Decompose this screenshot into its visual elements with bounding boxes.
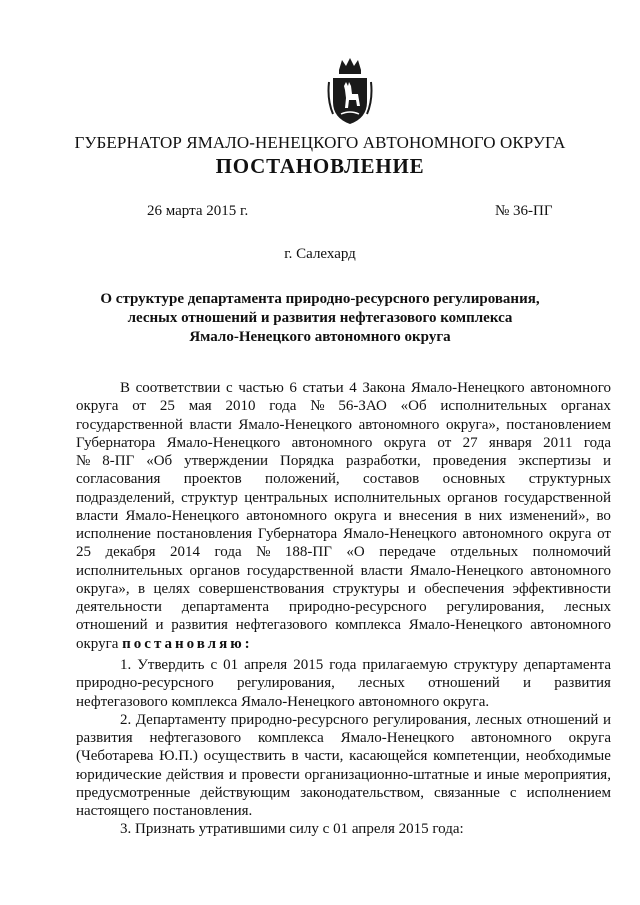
preamble-word: отношений xyxy=(76,617,148,634)
preamble-word: 25 xyxy=(76,544,91,561)
preamble-word: департамента xyxy=(181,599,269,615)
preamble-word: «Об xyxy=(146,453,173,469)
preamble-word: января xyxy=(488,434,532,451)
preamble-word: обеспечения xyxy=(424,580,505,597)
preamble-word: и xyxy=(602,453,611,469)
coat-of-arms-emblem xyxy=(327,56,373,126)
preamble-word: № xyxy=(256,544,271,561)
preamble-word: «Об xyxy=(400,398,427,415)
preamble-line xyxy=(76,562,611,580)
preamble-word: от xyxy=(437,434,452,451)
preamble-word: них xyxy=(478,507,503,524)
items-word: отношений xyxy=(428,675,500,692)
preamble-line xyxy=(76,616,611,634)
items-word: и xyxy=(602,711,611,728)
preamble-word: положений, xyxy=(265,471,340,488)
items-line xyxy=(76,711,611,729)
preamble-word: Порядка xyxy=(279,453,335,469)
preamble-line xyxy=(76,470,611,488)
items-line xyxy=(76,784,611,802)
items-word: настоящего постановления. xyxy=(76,803,253,819)
items-word: с xyxy=(210,657,218,673)
preamble-word: совершенствования xyxy=(198,580,325,597)
preamble-word: органов xyxy=(447,489,498,506)
items-line xyxy=(76,693,611,711)
preamble-word: внесения xyxy=(398,507,458,524)
items-line xyxy=(76,820,611,838)
items-word: действия xyxy=(166,766,224,783)
items-word: юридические xyxy=(76,766,162,783)
preamble-line xyxy=(76,525,611,543)
preamble-word: власти xyxy=(189,416,232,433)
preamble-word: автономного xyxy=(358,416,440,433)
preamble-word: автономного xyxy=(530,380,611,396)
preamble-word: «О xyxy=(346,544,365,561)
preamble-word: природно-ресурсного xyxy=(288,599,427,615)
title-line: Ямало-Ненецкого автономного округа xyxy=(189,329,451,345)
items-word: связанные xyxy=(434,784,500,801)
document-title xyxy=(90,290,550,347)
preamble-word: Ямало-Ненецкого xyxy=(342,526,457,542)
preamble-word: изменений», xyxy=(509,507,590,524)
items-word: отношений xyxy=(526,711,599,728)
preamble-word: с xyxy=(226,380,233,396)
items-word: касающейся xyxy=(349,748,428,765)
items-word: и xyxy=(473,766,482,783)
decree-word: постановляю: xyxy=(122,635,253,652)
items-word: 2015 xyxy=(293,657,324,673)
preamble-line xyxy=(76,598,611,616)
preamble-word: полномочий xyxy=(532,544,611,561)
items-word: природно-ресурсного xyxy=(230,711,369,728)
preamble-line xyxy=(76,416,611,434)
items-word: провести xyxy=(241,766,300,783)
preamble-word: постановлением xyxy=(506,416,611,433)
title-line: лесных отношений и развития нефтегазового комплекса xyxy=(127,310,513,326)
preamble-word: государственной xyxy=(246,562,354,579)
preamble-word: округа xyxy=(76,398,119,415)
items-word: автономного xyxy=(471,730,552,746)
items-word: нефтегазового xyxy=(149,730,242,746)
title-line: О структуре департамента природно-ресурсного регулирования, xyxy=(100,291,540,307)
items-word: 1. xyxy=(120,657,132,673)
items-word: организационно-штатные xyxy=(304,766,469,783)
preamble-word: отдельных xyxy=(450,544,519,561)
preamble-word: органов xyxy=(189,562,240,579)
preamble-word: № xyxy=(310,398,325,415)
preamble-word: центральных xyxy=(244,489,328,506)
items-word: (Чеботарева xyxy=(76,748,154,765)
items-word: Ю.П.) xyxy=(159,748,198,765)
document-city: г. Салехард xyxy=(284,246,356,262)
items-word: округа xyxy=(568,730,611,746)
items-word: года xyxy=(329,657,357,673)
items-line xyxy=(76,747,611,765)
preamble-word: деятельности xyxy=(76,599,162,615)
preamble-word: разработки, xyxy=(346,453,421,469)
preamble-word: исполнительных xyxy=(334,489,441,506)
preamble-word: Ямало-Ненецкого xyxy=(166,434,281,451)
decree-items xyxy=(76,656,611,839)
document-number: № 36-ПГ xyxy=(495,203,553,219)
items-word: предусмотренные xyxy=(76,784,191,801)
preamble-word: органах xyxy=(560,398,611,415)
preamble-line xyxy=(76,434,611,452)
preamble-line xyxy=(76,543,611,561)
items-line xyxy=(76,729,611,747)
preamble-word: экспертизы xyxy=(518,453,592,469)
preamble-line xyxy=(76,397,611,415)
preamble-line xyxy=(76,507,611,525)
preamble-word: и xyxy=(407,580,416,597)
items-word: действующим xyxy=(200,784,291,801)
items-line xyxy=(76,766,611,784)
items-word: необходимые xyxy=(525,748,611,765)
items-line xyxy=(76,802,611,820)
preamble-word: власти xyxy=(76,507,119,524)
items-word: 3. Признать утратившими силу с 01 апреля 2015 года: xyxy=(120,821,464,838)
items-word: с xyxy=(509,784,517,801)
items-word: компетенции, xyxy=(433,748,521,765)
issuing-authority: ГУБЕРНАТОР ЯМАЛО-НЕНЕЦКОГО АВТОНОМНОГО ОКРУГА xyxy=(74,133,566,152)
preamble-word: нефтегазового xyxy=(235,617,328,634)
items-word: развития xyxy=(554,675,611,692)
preamble-word: 2010 xyxy=(225,398,256,415)
items-word: структуру xyxy=(453,657,518,673)
preamble-word: государственной xyxy=(504,489,611,506)
preamble-word: власти xyxy=(360,562,403,579)
preamble-word: 2011 xyxy=(543,434,573,451)
preamble-word: в xyxy=(464,507,472,524)
preamble-word: государственной xyxy=(76,416,183,433)
preamble-word: целях xyxy=(153,580,191,597)
items-word: и xyxy=(523,675,532,692)
document-date: 26 марта 2015 г. xyxy=(147,203,249,219)
preamble-last-word: округа xyxy=(76,635,119,652)
preamble-word: подразделений, xyxy=(76,489,175,506)
items-word: Утвердить xyxy=(137,657,205,673)
preamble-word: округа xyxy=(334,507,377,524)
items-word: законодательством, xyxy=(300,784,425,801)
preamble-word: 6 xyxy=(289,380,297,396)
items-word: развития xyxy=(76,730,133,746)
preamble-word: от xyxy=(132,398,147,415)
items-word: регулирования, xyxy=(236,675,335,692)
preamble-word: округа xyxy=(548,526,592,542)
preamble-word: Ямало-Ненецкого xyxy=(125,507,240,524)
preamble-line xyxy=(76,580,611,598)
preamble-line xyxy=(76,452,611,470)
items-line xyxy=(76,656,611,674)
preamble-word: структурных xyxy=(528,471,611,488)
preamble-word: Ямало-Ненецкого xyxy=(409,562,524,579)
preamble-word: исполнительных xyxy=(440,398,548,415)
preamble-word: автономного xyxy=(291,434,373,451)
preamble-word: передаче xyxy=(379,544,436,561)
items-word: Департаменту xyxy=(135,711,227,728)
preamble-word: регулирования, xyxy=(446,599,545,615)
preamble-word: 8-ПГ xyxy=(102,453,135,469)
preamble-word: Губернатора xyxy=(257,526,338,542)
items-word: природно-ресурсного xyxy=(76,675,214,692)
preamble-word: комплекса xyxy=(335,617,402,634)
preamble-line xyxy=(76,379,611,397)
preamble-word: 2014 xyxy=(170,544,201,561)
preamble-word: автономного xyxy=(246,507,327,524)
preamble-word: проведения xyxy=(432,453,507,469)
preamble-word: автономного xyxy=(530,562,611,579)
items-word: иные xyxy=(486,766,520,783)
preamble-word: постановления xyxy=(156,526,253,542)
preamble-word: частью xyxy=(238,380,284,396)
preamble-word: структуры xyxy=(332,580,400,597)
preamble-word: В xyxy=(120,380,131,396)
preamble-word: 27 xyxy=(462,434,478,451)
preamble-word: Закона xyxy=(362,380,406,396)
preamble-word: года xyxy=(583,434,611,451)
items-word: Ямало-Ненецкого xyxy=(340,730,455,746)
preamble-word: составов xyxy=(363,471,420,488)
preamble-word: эффективности xyxy=(512,580,611,597)
preamble-word: соответствии xyxy=(135,380,221,396)
preamble-word: утверждении xyxy=(184,453,269,469)
document-type: ПОСТАНОВЛЕНИЕ xyxy=(215,154,425,178)
items-word: 2. xyxy=(120,711,132,728)
preamble-word: округа», xyxy=(76,580,130,597)
preamble-word: декабря xyxy=(105,544,156,561)
items-word: комплекса xyxy=(257,730,324,746)
items-word: прилагаемую xyxy=(362,657,448,673)
items-word: лесных xyxy=(358,675,405,692)
preamble-word: автономного xyxy=(462,526,544,542)
preamble-word: статьи xyxy=(302,380,344,396)
preamble-word: лесных xyxy=(564,599,611,615)
preamble-word: Ямало-Ненецкого xyxy=(238,416,353,433)
items-word: осуществить xyxy=(203,748,286,765)
items-word: апреля xyxy=(244,657,288,673)
items-word: и xyxy=(228,766,237,783)
preamble-word: и xyxy=(383,507,392,524)
items-line xyxy=(76,674,611,692)
items-word: части, xyxy=(304,748,344,765)
preamble-word: проектов xyxy=(183,471,242,488)
preamble-word: и xyxy=(155,617,164,634)
preamble-word: во xyxy=(596,507,611,524)
preamble-word: 188-ПГ xyxy=(284,544,332,561)
preamble-word: 56-ЗАО xyxy=(338,398,387,415)
preamble-word: развития xyxy=(171,617,228,634)
preamble-paragraph xyxy=(76,379,611,653)
preamble-word: 4 xyxy=(349,380,357,396)
items-word: мероприятия, xyxy=(524,766,611,783)
items-word: 01 xyxy=(223,657,239,673)
preamble-word: мая xyxy=(188,398,212,415)
items-word: департамента xyxy=(523,657,611,673)
preamble-word: основных xyxy=(442,471,506,488)
preamble-word: от xyxy=(597,526,611,542)
items-word: лесных xyxy=(475,711,523,728)
preamble-word: согласования xyxy=(76,471,161,488)
preamble-word: автономного xyxy=(530,617,611,634)
preamble-word: исполнительных xyxy=(76,562,183,579)
preamble-word: 25 xyxy=(159,398,175,415)
preamble-word: № xyxy=(76,453,91,469)
preamble-word: структур xyxy=(181,489,238,506)
items-word: нефтегазового комплекса Ямало-Ненецкого автономного округа. xyxy=(76,693,490,710)
preamble-word: исполнение xyxy=(76,526,151,542)
preamble-word: округа», xyxy=(446,416,500,433)
preamble-word: года xyxy=(269,398,297,415)
preamble-word: Ямало-Ненецкого xyxy=(408,617,523,634)
preamble-last-line xyxy=(76,635,611,653)
preamble-word: округа xyxy=(383,434,427,451)
preamble-word: в xyxy=(138,580,146,597)
preamble-line xyxy=(76,489,611,507)
items-word: исполнением xyxy=(526,784,611,801)
items-word: в xyxy=(291,748,299,765)
items-word: регулирования, xyxy=(373,711,471,728)
preamble-word: Губернатора xyxy=(76,434,156,451)
preamble-word: Ямало-Ненецкого xyxy=(410,380,525,396)
preamble-word: года xyxy=(214,544,242,561)
